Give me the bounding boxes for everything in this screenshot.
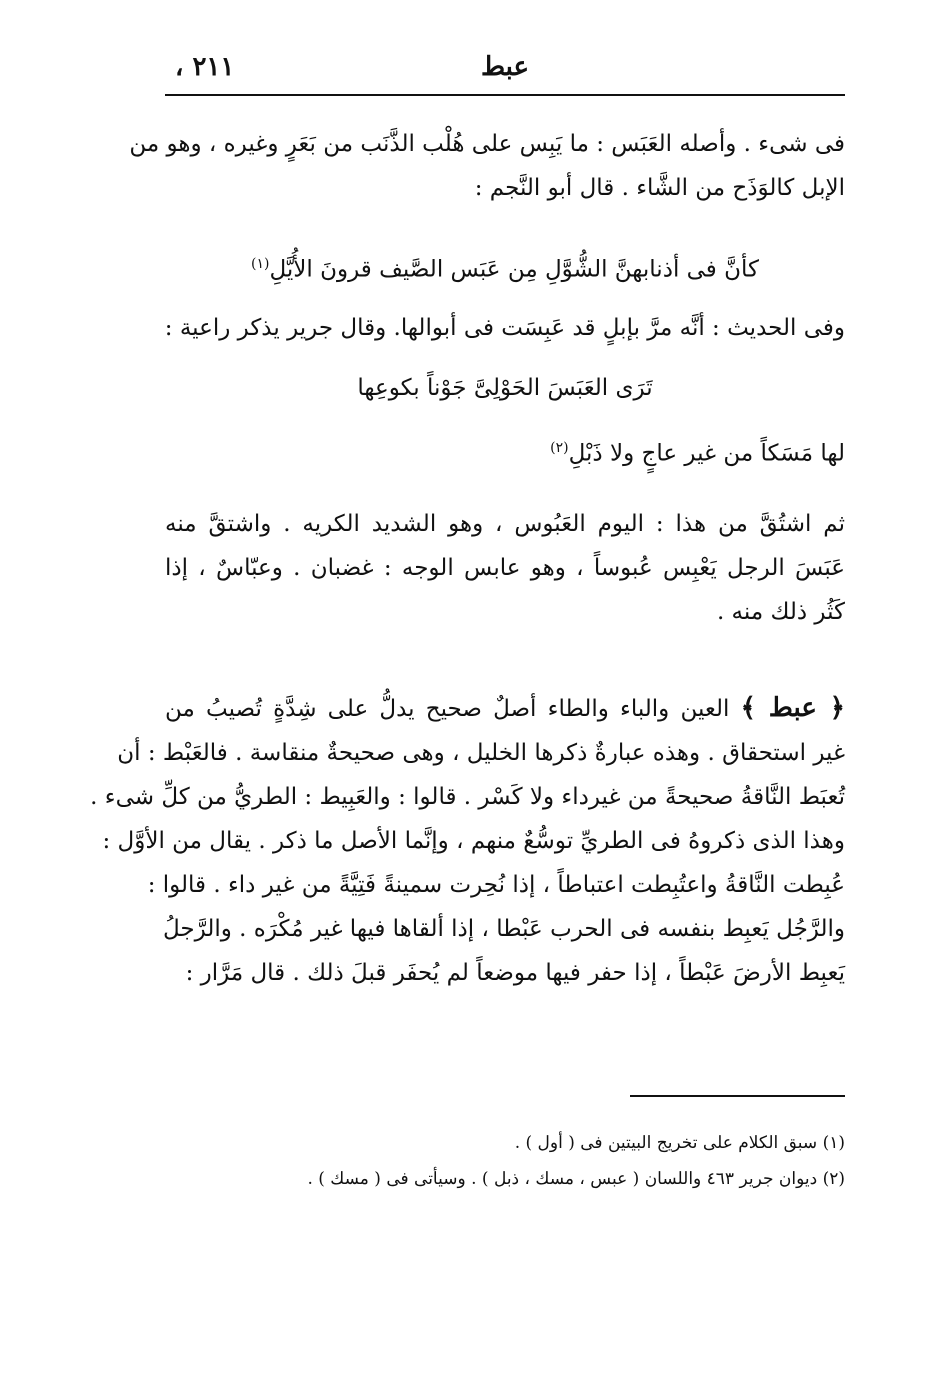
verse-text: كأنَّ فى أذنابهنَّ الشُّوَّلِ مِن عَبَس الصَّيف قرونَ الأُيَّلِ xyxy=(269,256,759,283)
verse-hemistich-1: تَرَى العَبَسَ الحَوْلِىَّ جَوْناً بكوعِها xyxy=(357,375,653,401)
text-line: عَبَسَ الرجل يَعْبِس عُبوساً ، وهو عابس الوجه : غضبان . وعبّاسٌ ، إذا xyxy=(165,555,845,581)
text-line: وفى الحديث : أنَّه مرَّ بإبلٍ قد عَبِسَت فى أبوالها. وقال جرير يذكر راعية : xyxy=(164,315,845,341)
text-line: وهذا الذى ذكروهُ فى الطريِّ توسُّعٌ منهم ، وإنَّما الأصل ما ذكر . يقال من الأوَّل : xyxy=(102,828,845,854)
footnotes xyxy=(165,1125,845,1197)
verse-2 xyxy=(165,366,845,476)
entry-abt xyxy=(90,686,845,995)
text-line: كَثُر ذلك منه . xyxy=(716,599,845,625)
footnote-marker: (١) xyxy=(251,256,270,272)
text-line: تُعبَط النَّاقةُ صحيحةً من غيرداء ولا كَسْر . قالوا : والعَبِيط : الطريُّ من كلِّ شىء . xyxy=(90,784,845,810)
paragraph-2 xyxy=(165,306,845,350)
paragraph-1 xyxy=(129,122,845,210)
header-rule xyxy=(165,94,845,96)
footnote: (١) سبق الكلام على تخريج البيتين فى ( أول ) . xyxy=(514,1133,845,1153)
verse-hemistich-2 xyxy=(165,426,845,476)
verse-line xyxy=(165,242,845,292)
footnote: (٢) ديوان جرير ٤٦٣ واللسان ( عبس ، مسك ، ذبل ) . وسيأتى فى ( مسك ) . xyxy=(307,1169,845,1189)
text-line: يَعبِط الأرضَ عَبْطاً ، إذا حفر فيها موضعاً لم يُحفَر قبلَ ذلك . قال مَرَّار : xyxy=(185,960,845,986)
entry-first-line xyxy=(165,686,845,731)
entry-headword: ﴿ عبط ﴾ xyxy=(740,693,845,723)
text-line: والرَّجُل يَعبِط بنفسه فى الحرب عَبْطا ، إذا ألقاها فيها غير مُكْرَه . والرَّجلُ xyxy=(163,916,845,942)
paragraph-3 xyxy=(165,502,845,634)
verse-1 xyxy=(165,242,845,292)
verse-text: لها مَسَكاً من غير عاجٍ ولا ذَبْلِ xyxy=(568,440,845,467)
page-header xyxy=(165,40,845,96)
running-title: عبط xyxy=(480,52,530,82)
entry-text: العين والباء والطاء أصلٌ صحيح يدلُّ على شِدَّةٍ تُصيبُ من xyxy=(165,696,730,722)
footnote-rule xyxy=(630,1095,845,1097)
page-number: ٢١١ ، xyxy=(175,52,235,82)
footnote-marker: (٢) xyxy=(550,440,569,456)
text-line: فى شىء . وأصله العَبَس : ما يَبِس على هُلْب الذَّنَب من بَعَرٍ وغيره ، وهو من xyxy=(129,131,845,157)
text-line: الإبل كالوَذَح من الشَّاء . قال أبو النَّجم : xyxy=(474,175,845,201)
text-line: ثم اشتُقَّ من هذا : اليوم العَبُوس ، وهو الشديد الكريه . واشتقَّ منه xyxy=(165,511,845,537)
text-line: غير استحقاق . وهذه عبارةٌ ذكرها الخليل ، وهى صحيحةٌ منقاسة . فالعَبْط : أن xyxy=(117,740,845,766)
text-line: عُبِطت النَّاقةُ واعتُبِطت اعتباطاً ، إذا نُحِرت سمينةً فَتِيَّةً من غير داء . قالوا : xyxy=(147,872,845,898)
